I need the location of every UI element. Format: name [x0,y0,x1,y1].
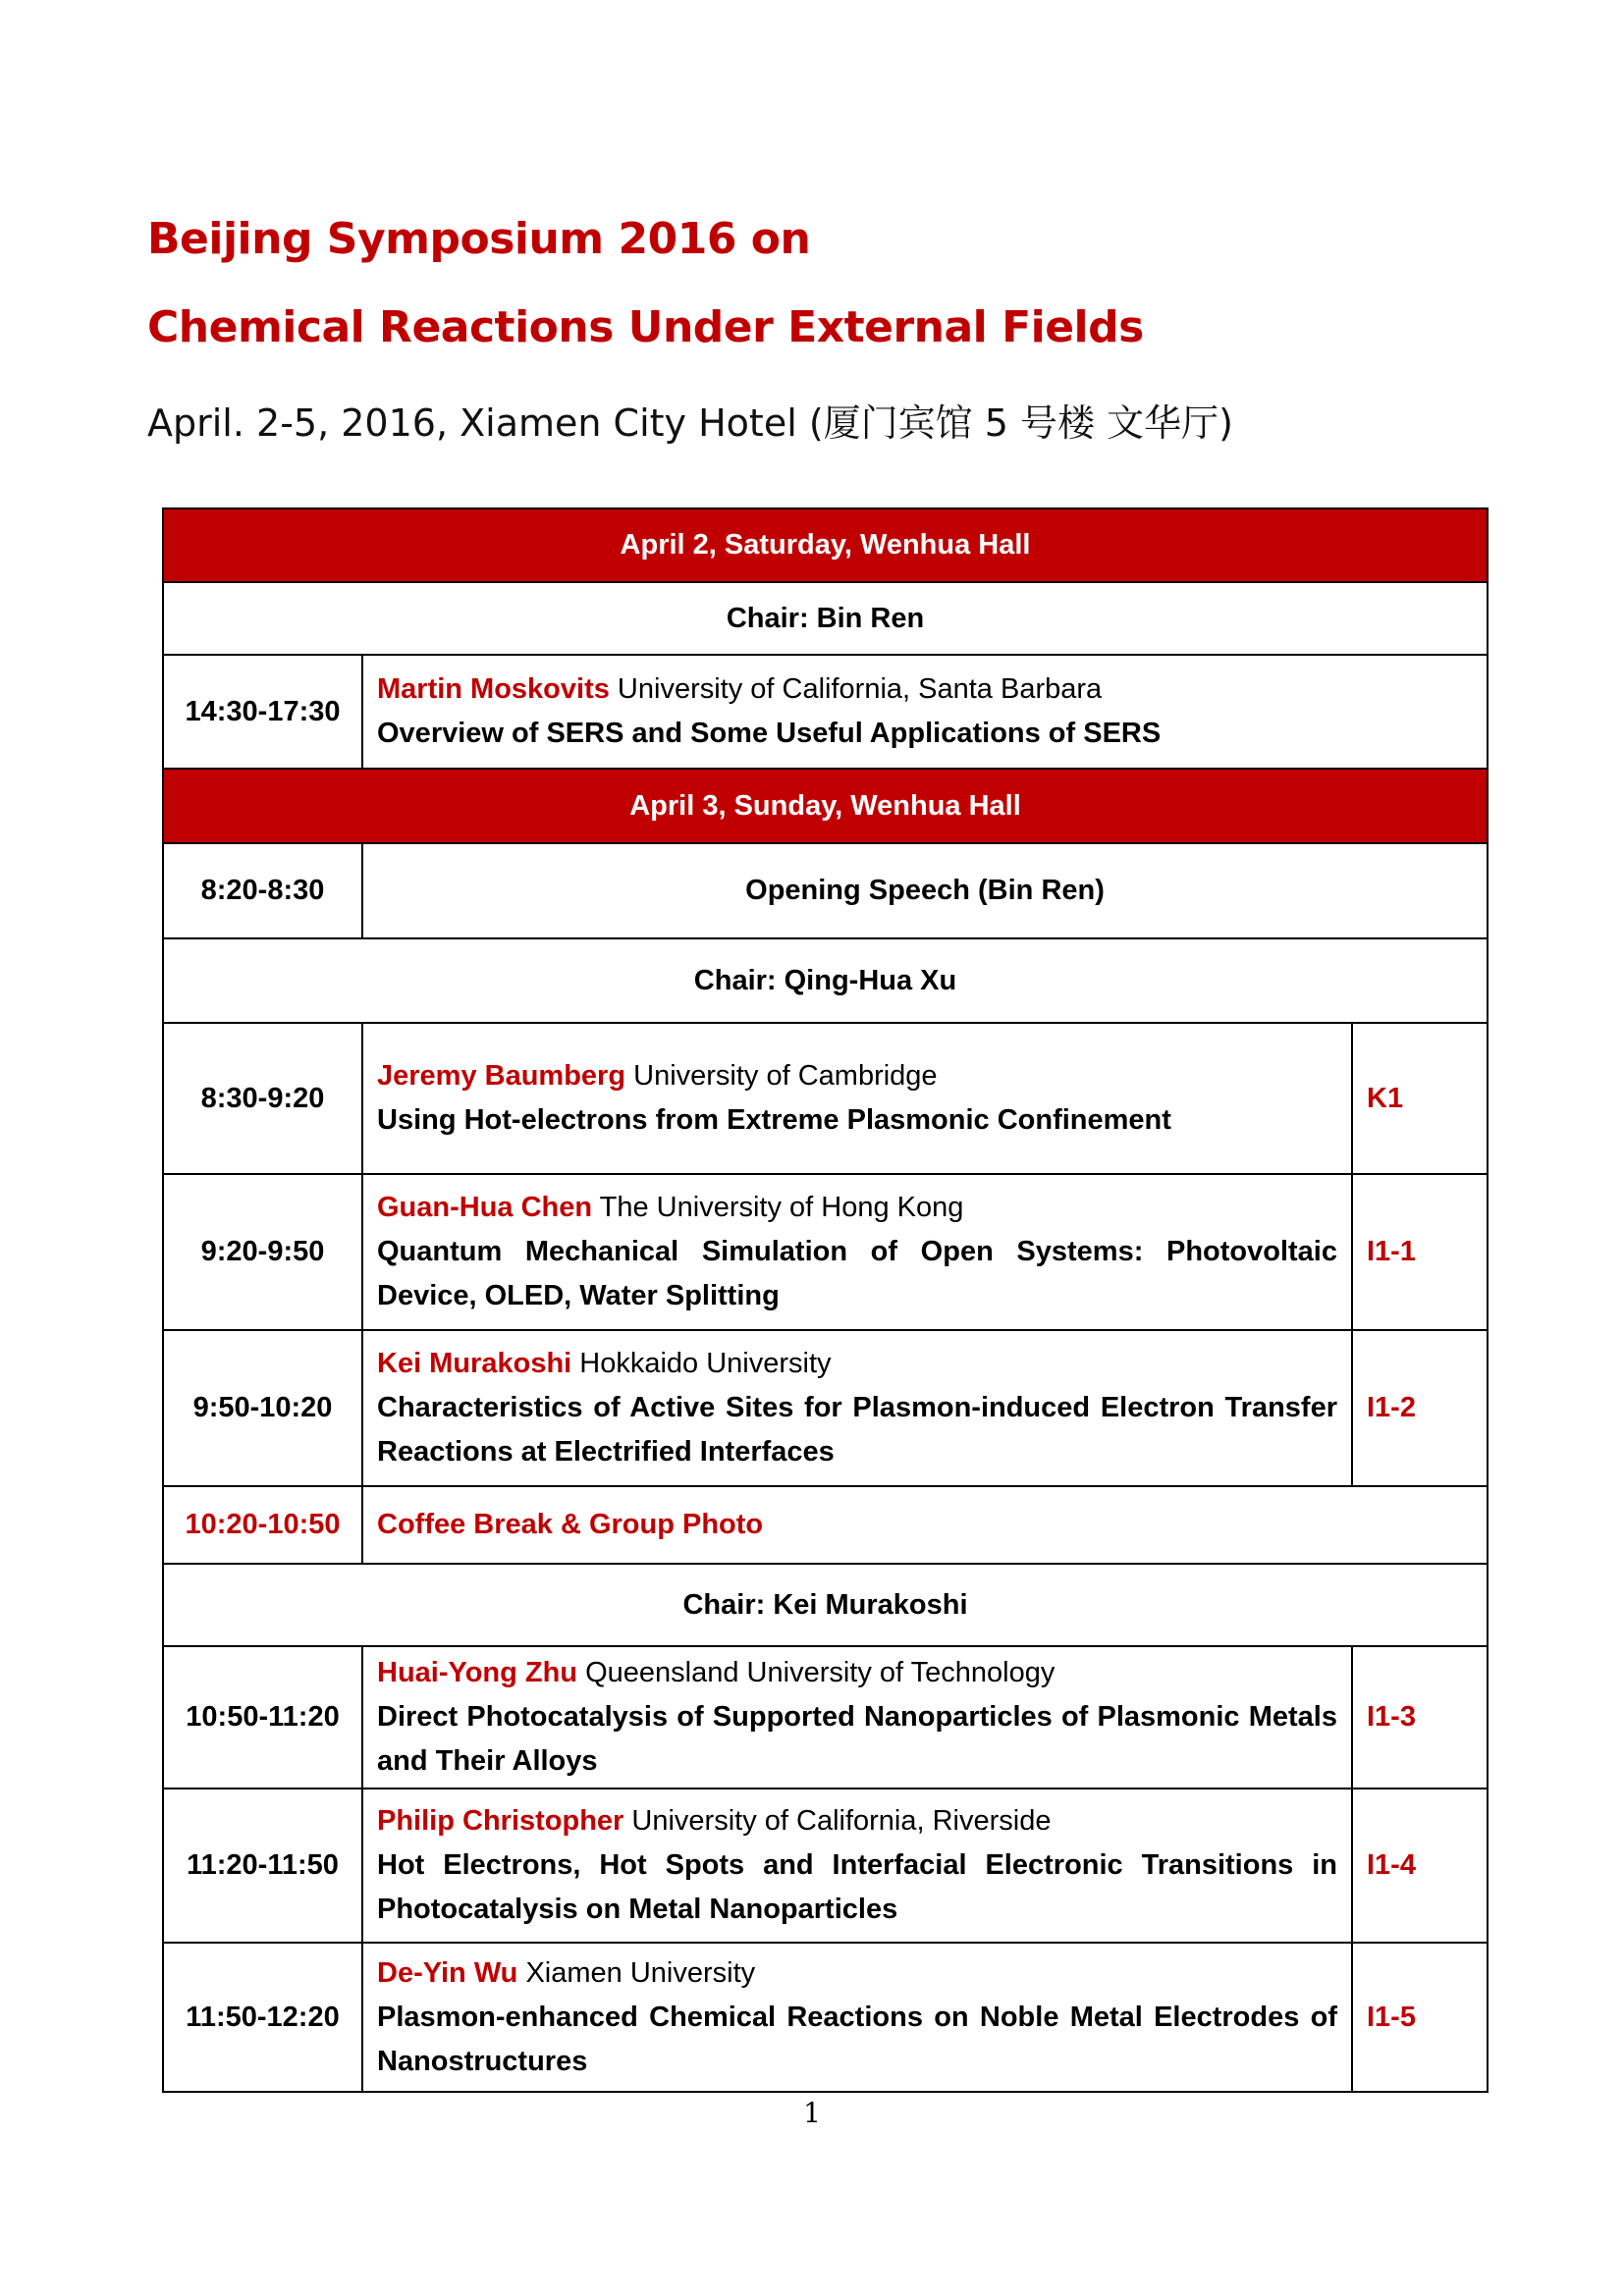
talk-code: K1 [1352,1023,1488,1174]
talk-row [163,1646,1488,1789]
talk-time: 10:50-11:20 [163,1646,362,1789]
talk-title: Quantum Mechanical Simulation of Open Systems: Photovoltaic Device, OLED, Water Splitting [377,1236,1337,1311]
speaker-affiliation: Hokkaido University [571,1348,832,1379]
document-subtitle: April. 2-5, 2016, Xiamen City Hotel (厦门宾馆 5 号楼 文华厅) [147,401,1233,445]
chair-row [163,582,1488,655]
talk-code: I1-4 [1352,1789,1488,1943]
document-title-line-1: Beijing Symposium 2016 on [147,214,811,264]
break-time: 10:20-10:50 [163,1486,362,1564]
talk-time: 11:50-12:20 [163,1943,362,2092]
day-heading-row [163,508,1488,582]
document-title-line-2: Chemical Reactions Under External Fields [147,302,1144,352]
talk-time: 9:50-10:20 [163,1330,362,1486]
page-number: 1 [803,2097,821,2129]
speaker-affiliation: Xiamen University [517,1956,756,1989]
talk-title: Direct Photocatalysis of Supported Nanoparticles of Plasmonic Metals and Their Alloys [377,1701,1337,1777]
speaker-name: Martin Moskovits [377,673,610,705]
talk-code: I1-5 [1352,1943,1488,2092]
talk-code: I1-3 [1352,1646,1488,1789]
talk-code: I1-2 [1352,1330,1488,1486]
talk-title: Overview of SERS and Some Useful Applications of SERS [377,718,1162,749]
break-text: Coffee Break & Group Photo [362,1486,1488,1564]
talk-time: 14:30-17:30 [163,655,362,769]
talk-code: I1-1 [1352,1174,1488,1330]
opening-time: 8:20-8:30 [163,843,362,938]
talk-title: Plasmon-enhanced Chemical Reactions on Noble Metal Electrodes of Nanostructures [377,2001,1337,2077]
speaker-affiliation: The University of Hong Kong [592,1192,964,1223]
talk-details [362,1789,1352,1943]
opening-text: Opening Speech (Bin Ren) [362,843,1488,938]
speaker-name: Kei Murakoshi [377,1348,572,1379]
talk-title: Using Hot-electrons from Extreme Plasmonic Confinement [377,1104,1171,1136]
talk-details [362,655,1488,769]
speaker-name: Jeremy Baumberg [377,1060,626,1092]
day-heading-row [163,769,1488,843]
speaker-name: De-Yin Wu [377,1956,518,1989]
talk-row [163,1174,1488,1330]
day-heading: April 2, Saturday, Wenhua Hall [163,508,1488,582]
talk-time: 11:20-11:50 [163,1789,362,1943]
chair-label: Chair: Kei Murakoshi [163,1564,1488,1646]
talk-title: Hot Electrons, Hot Spots and Interfacial Electronic Transitions in Photocatalysis on Metal Nanoparticles [377,1849,1337,1925]
speaker-affiliation: University of California, Santa Barbara [609,673,1103,705]
speaker-affiliation: University of California, Riverside [623,1805,1052,1837]
talk-row [163,1330,1488,1486]
talk-row [163,1023,1488,1174]
speaker-affiliation: University of Cambridge [625,1060,938,1092]
talk-row [163,655,1488,769]
talk-details [362,1943,1352,2092]
break-row [163,1486,1488,1564]
day-heading: April 3, Sunday, Wenhua Hall [163,769,1488,843]
talk-time: 9:20-9:50 [163,1174,362,1330]
talk-time: 8:30-9:20 [163,1023,362,1174]
talk-details [362,1646,1352,1789]
speaker-affiliation: Queensland University of Technology [577,1657,1056,1688]
speaker-name: Huai-Yong Zhu [377,1657,578,1688]
talk-row [163,1943,1488,2092]
chair-label: Chair: Bin Ren [163,582,1488,655]
opening-row [163,843,1488,938]
talk-details [362,1023,1352,1174]
chair-row [163,938,1488,1023]
chair-label: Chair: Qing-Hua Xu [163,938,1488,1023]
chair-row [163,1564,1488,1646]
schedule-table [162,507,1489,2093]
talk-title: Characteristics of Active Sites for Plasmon-induced Electron Transfer Reactions at Electrified Interfaces [377,1392,1337,1468]
talk-details [362,1174,1352,1330]
speaker-name: Philip Christopher [377,1805,624,1837]
talk-row [163,1789,1488,1943]
talk-details [362,1330,1352,1486]
speaker-name: Guan-Hua Chen [377,1192,593,1223]
